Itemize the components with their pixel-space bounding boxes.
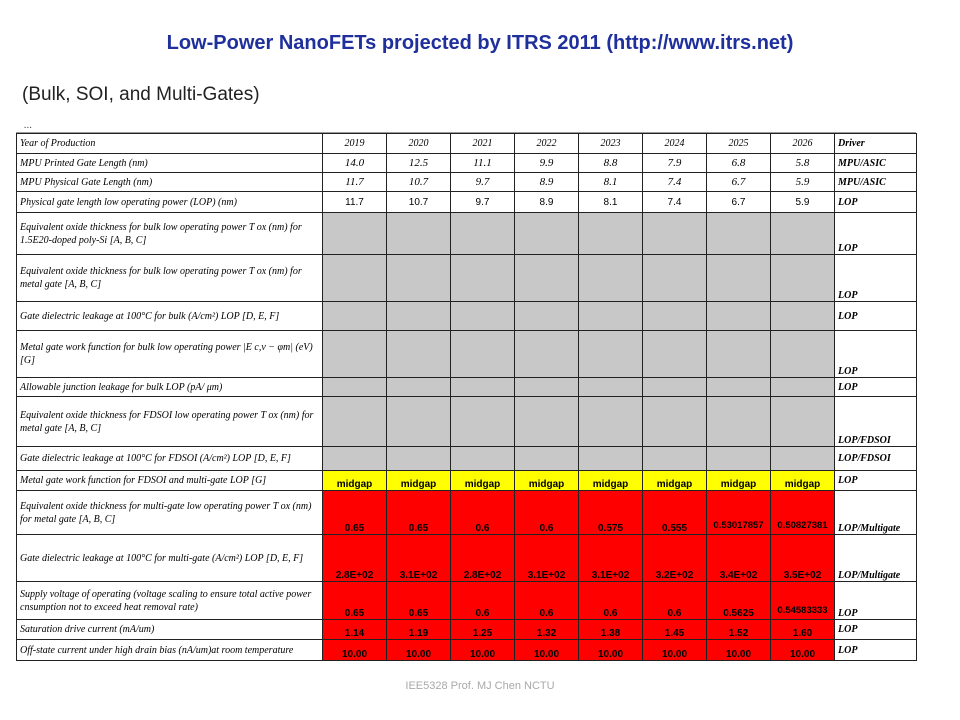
empty-grey-cell [579,302,643,331]
value-cell: 7.4 [643,192,707,213]
driver-cell: LOP [835,255,917,302]
empty-grey-cell [323,255,387,302]
red-value-cell: 0.6 [451,582,515,620]
red-value-cell: 3.1E+02 [515,535,579,582]
value-cell: 5.9 [771,173,835,192]
red-value-cell: 1.38 [579,620,643,640]
empty-grey-cell [771,331,835,378]
red-value-cell: 0.6 [451,491,515,535]
empty-grey-cell [579,397,643,447]
row-label: Off-state current under high drain bias (nA/um)at room temperature [17,640,323,661]
value-cell: 9.7 [451,173,515,192]
empty-grey-cell [387,397,451,447]
value-cell: 8.9 [515,173,579,192]
table-row [17,302,917,331]
empty-grey-cell [387,378,451,397]
row-label: Equivalent oxide thickness for bulk low operating power T ox (nm) for 1.5E20-doped poly-Si [A, B, C] [17,213,323,255]
empty-grey-cell [323,302,387,331]
row-label: Equivalent oxide thickness for FDSOI low operating power T ox (nm) for metal gate [A, B, C] [17,397,323,447]
table-row [17,331,917,378]
table-row [17,192,917,213]
row-label: Equivalent oxide thickness for bulk low operating power T ox (nm) for metal gate [A, B, C] [17,255,323,302]
table-cropped-caption: ... [16,122,916,133]
empty-grey-cell [771,378,835,397]
empty-grey-cell [515,213,579,255]
table-row [17,640,917,661]
value-cell: 7.9 [643,154,707,173]
driver-cell: LOP/Multigate [835,535,917,582]
driver-cell: LOP [835,620,917,640]
red-value-cell: 3.1E+02 [579,535,643,582]
table-row [17,447,917,471]
value-cell: 5.9 [771,192,835,213]
row-label: Metal gate work function for FDSOI and multi-gate LOP [G] [17,471,323,491]
row-label: Physical gate length low operating power (LOP) (nm) [17,192,323,213]
red-value-cell: 0.6 [579,582,643,620]
row-label: Equivalent oxide thickness for multi-gate low operating power T ox (nm) for metal gate [A, B, C] [17,491,323,535]
value-cell: 11.7 [323,173,387,192]
red-value-cell: 1.60 [771,620,835,640]
red-value-cell: 0.6 [515,491,579,535]
red-value-cell: 1.45 [643,620,707,640]
midgap-cell: midgap [643,471,707,491]
red-value-cell: 0.54583333 [771,582,835,620]
empty-grey-cell [451,213,515,255]
value-cell: 7.4 [643,173,707,192]
red-value-cell: 10.00 [771,640,835,661]
empty-grey-cell [451,447,515,471]
driver-cell: LOP [835,213,917,255]
red-value-cell: 0.53017857 [707,491,771,535]
red-value-cell: 10.00 [643,640,707,661]
red-value-cell: 10.00 [515,640,579,661]
empty-grey-cell [771,255,835,302]
year-header-cell: 2019 [323,134,387,154]
year-header-cell: 2021 [451,134,515,154]
empty-grey-cell [387,447,451,471]
table-row [17,491,917,535]
empty-grey-cell [323,397,387,447]
row-label: Gate dielectric leakage at 100°C for bulk (A/cm²) LOP [D, E, F] [17,302,323,331]
empty-grey-cell [451,255,515,302]
red-value-cell: 2.8E+02 [451,535,515,582]
red-value-cell: 0.575 [579,491,643,535]
table-row [17,213,917,255]
red-value-cell: 3.5E+02 [771,535,835,582]
row-label: Supply voltage of operating (voltage scaling to ensure total active power cnsumption not to exceed heat removal rate) [17,582,323,620]
table-row [17,397,917,447]
year-header-cell: 2023 [579,134,643,154]
row-label: Saturation drive current (mA/um) [17,620,323,640]
empty-grey-cell [323,447,387,471]
empty-grey-cell [387,255,451,302]
driver-cell: LOP/FDSOI [835,447,917,471]
empty-grey-cell [707,397,771,447]
row-label: MPU Printed Gate Length (nm) [17,154,323,173]
empty-grey-cell [643,447,707,471]
empty-grey-cell [771,397,835,447]
midgap-cell: midgap [771,471,835,491]
value-cell: 6.7 [707,173,771,192]
table-row [17,255,917,302]
year-header-cell: 2025 [707,134,771,154]
empty-grey-cell [643,213,707,255]
empty-grey-cell [771,447,835,471]
row-label: Gate dielectric leakage at 100°C for FDSOI (A/cm²) LOP [D, E, F] [17,447,323,471]
value-cell: 8.8 [579,154,643,173]
empty-grey-cell [323,213,387,255]
red-value-cell: 10.00 [387,640,451,661]
red-value-cell: 1.32 [515,620,579,640]
red-value-cell: 10.00 [323,640,387,661]
empty-grey-cell [579,447,643,471]
driver-cell: MPU/ASIC [835,154,917,173]
red-value-cell: 1.19 [387,620,451,640]
midgap-cell: midgap [323,471,387,491]
midgap-cell: midgap [387,471,451,491]
empty-grey-cell [707,447,771,471]
year-header-label: Year of Production [17,134,323,154]
empty-grey-cell [515,255,579,302]
year-header-cell: 2024 [643,134,707,154]
red-value-cell: 0.65 [323,491,387,535]
driver-cell: MPU/ASIC [835,173,917,192]
table-header-row [17,134,917,154]
row-label: Metal gate work function for bulk low operating power |E c,v − φm| (eV) [G] [17,331,323,378]
empty-grey-cell [515,302,579,331]
red-value-cell: 0.6 [643,582,707,620]
empty-grey-cell [771,213,835,255]
value-cell: 8.1 [579,173,643,192]
empty-grey-cell [451,331,515,378]
red-value-cell: 0.555 [643,491,707,535]
slide-footer: IEE5328 Prof. MJ Chen NCTU [405,680,555,692]
value-cell: 6.8 [707,154,771,173]
table-row [17,154,917,173]
red-value-cell: 0.65 [323,582,387,620]
red-value-cell: 3.1E+02 [387,535,451,582]
value-cell: 11.1 [451,154,515,173]
row-label: MPU Physical Gate Length (nm) [17,173,323,192]
empty-grey-cell [323,378,387,397]
empty-grey-cell [643,397,707,447]
empty-grey-cell [515,331,579,378]
empty-grey-cell [771,302,835,331]
driver-header-cell: Driver [835,134,917,154]
table-row [17,173,917,192]
value-cell: 11.7 [323,192,387,213]
empty-grey-cell [451,397,515,447]
empty-grey-cell [707,213,771,255]
midgap-cell: midgap [451,471,515,491]
empty-grey-cell [579,213,643,255]
value-cell: 10.7 [387,173,451,192]
empty-grey-cell [579,331,643,378]
red-value-cell: 1.14 [323,620,387,640]
empty-grey-cell [451,378,515,397]
empty-grey-cell [643,255,707,302]
empty-grey-cell [387,331,451,378]
value-cell: 14.0 [323,154,387,173]
empty-grey-cell [387,302,451,331]
midgap-cell: midgap [579,471,643,491]
empty-grey-cell [707,378,771,397]
value-cell: 12.5 [387,154,451,173]
empty-grey-cell [515,397,579,447]
value-cell: 6.7 [707,192,771,213]
value-cell: 8.1 [579,192,643,213]
row-label: Gate dielectric leakage at 100°C for multi-gate (A/cm²) LOP [D, E, F] [17,535,323,582]
year-header-cell: 2026 [771,134,835,154]
red-value-cell: 10.00 [707,640,771,661]
empty-grey-cell [707,255,771,302]
itrs-table-container [16,122,916,661]
empty-grey-cell [323,331,387,378]
midgap-cell: midgap [515,471,579,491]
driver-cell: LOP [835,640,917,661]
table-row [17,471,917,491]
slide-title: Low-Power NanoFETs projected by ITRS 2011 (http://www.itrs.net) [166,32,794,54]
table-row [17,582,917,620]
year-header-cell: 2020 [387,134,451,154]
value-cell: 9.7 [451,192,515,213]
empty-grey-cell [579,378,643,397]
driver-cell: LOP [835,331,917,378]
red-value-cell: 0.6 [515,582,579,620]
empty-grey-cell [515,447,579,471]
red-value-cell: 10.00 [451,640,515,661]
driver-cell: LOP/Multigate [835,491,917,535]
red-value-cell: 3.2E+02 [643,535,707,582]
value-cell: 9.9 [515,154,579,173]
table-row [17,535,917,582]
red-value-cell: 0.50827381 [771,491,835,535]
red-value-cell: 0.5625 [707,582,771,620]
empty-grey-cell [643,378,707,397]
red-value-cell: 1.52 [707,620,771,640]
driver-cell: LOP/FDSOI [835,397,917,447]
slide-subtitle: (Bulk, SOI, and Multi-Gates) [22,84,260,105]
red-value-cell: 0.65 [387,491,451,535]
red-value-cell: 0.65 [387,582,451,620]
itrs-roadmap-table [16,133,917,661]
driver-cell: LOP [835,192,917,213]
driver-cell: LOP [835,582,917,620]
empty-grey-cell [515,378,579,397]
empty-grey-cell [387,213,451,255]
driver-cell: LOP [835,378,917,397]
table-row [17,378,917,397]
empty-grey-cell [643,302,707,331]
value-cell: 10.7 [387,192,451,213]
red-value-cell: 1.25 [451,620,515,640]
value-cell: 5.8 [771,154,835,173]
driver-cell: LOP [835,471,917,491]
row-label: Allowable junction leakage for bulk LOP (pA/ μm) [17,378,323,397]
value-cell: 8.9 [515,192,579,213]
midgap-cell: midgap [707,471,771,491]
empty-grey-cell [643,331,707,378]
driver-cell: LOP [835,302,917,331]
year-header-cell: 2022 [515,134,579,154]
red-value-cell: 3.4E+02 [707,535,771,582]
empty-grey-cell [579,255,643,302]
table-row [17,620,917,640]
red-value-cell: 2.8E+02 [323,535,387,582]
empty-grey-cell [707,302,771,331]
red-value-cell: 10.00 [579,640,643,661]
empty-grey-cell [707,331,771,378]
empty-grey-cell [451,302,515,331]
